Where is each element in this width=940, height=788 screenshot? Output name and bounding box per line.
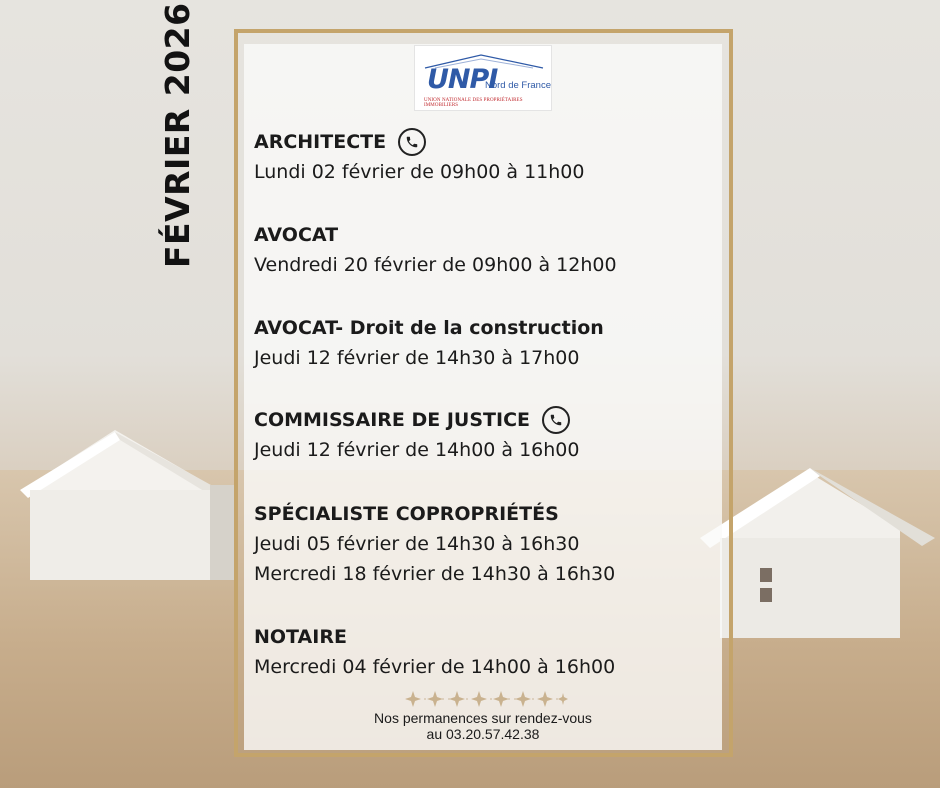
entry-title: AVOCAT- Droit de la construction xyxy=(254,317,604,339)
entry-avocat-construction xyxy=(254,313,604,373)
entry-notaire xyxy=(254,622,615,682)
entry-architecte xyxy=(254,127,585,187)
logo-main-text: UNPI xyxy=(427,64,498,95)
entry-title: SPÉCIALISTE COPROPRIÉTÉS xyxy=(254,503,559,525)
logo-subtitle: Nord de France xyxy=(485,80,552,91)
entry-slot: Mercredi 04 février de 14h00 à 16h00 xyxy=(254,656,616,678)
phone-icon xyxy=(398,128,426,156)
background-house-left-icon xyxy=(20,430,240,600)
entry-slot: Vendredi 20 février de 09h00 à 12h00 xyxy=(254,254,617,276)
month-title: FÉVRIER 2026 xyxy=(158,2,197,268)
footer-line-1: Nos permanences sur rendez-vous xyxy=(374,710,592,726)
footer-line-2: au 03.20.57.42.38 xyxy=(426,726,540,742)
background-house-right-icon xyxy=(700,468,940,648)
phone-icon xyxy=(542,406,570,434)
logo-tagline: UNION NATIONALE DES PROPRIÉTAIRES IMMOBILIERS xyxy=(424,98,523,108)
entry-slot: Mercredi 18 février de 14h30 à 16h30 xyxy=(254,563,616,585)
entry-title: NOTAIRE xyxy=(254,626,347,648)
entry-title: COMMISSAIRE DE JUSTICE xyxy=(254,409,530,431)
unpi-logo xyxy=(414,45,552,111)
entry-avocat xyxy=(254,220,617,280)
entry-specialiste-coproprietes xyxy=(254,499,615,589)
entry-slot: Jeudi 05 février de 14h30 à 16h30 xyxy=(254,533,580,555)
entry-title: ARCHITECTE xyxy=(254,131,387,153)
entry-commissaire-de-justice xyxy=(254,405,580,465)
entry-slot: Lundi 02 février de 09h00 à 11h00 xyxy=(254,161,585,183)
entry-slot: Jeudi 12 février de 14h00 à 16h00 xyxy=(254,439,580,461)
entry-title: AVOCAT xyxy=(254,224,339,246)
star-divider-icon xyxy=(404,690,570,708)
entry-slot: Jeudi 12 février de 14h30 à 17h00 xyxy=(254,347,580,369)
